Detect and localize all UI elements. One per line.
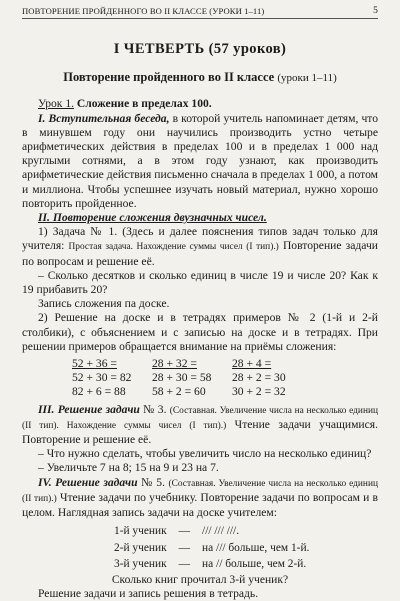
math-cell: 82 + 6 = 88	[72, 385, 126, 399]
math-row	[72, 357, 312, 371]
section-1-head: I. Вступительная беседа,	[38, 111, 170, 125]
quarter-title: I ЧЕТВЕРТЬ (57 уроков)	[113, 41, 287, 57]
section-4-type-note: (Составная. Увеличение числа на несколько единиц (II тип).)	[22, 478, 378, 504]
section-2-para-4: 2) Решение на доске и в тетрадях примеров № 2 (1-й и 2-й столбики), с объяснением и с записью на доске и в тетрадях. При решении примеров обращается внимание на приёмы сложения:	[22, 311, 378, 353]
math-cell: 52 + 30 = 82	[72, 371, 132, 385]
subtitle-range: (уроки 1–11)	[277, 72, 337, 85]
section-3-answer: – Увеличьте 7 на 8; 15 на 9 и 23 на 7.	[38, 461, 219, 475]
section-3-type-note: (Составная. Увеличение числа на несколько единиц (II тип). Нахождение суммы чисел (I тип).)	[22, 405, 378, 431]
page-number: 5	[373, 6, 378, 16]
scheme-student: 1-й ученик	[114, 525, 167, 538]
page-content	[22, 30, 378, 601]
running-header	[22, 6, 378, 19]
section-4	[22, 476, 378, 521]
scheme-row	[114, 541, 319, 555]
math-cell: 28 + 2 = 30	[232, 371, 286, 385]
addition-examples	[72, 357, 378, 400]
section-3-text: Чтение задачи учащимися. Повторение и решение её.	[22, 417, 379, 447]
section-2-para-3: Запись сложения па доске.	[38, 297, 170, 311]
section-1-text: в которой учитель напоминает детям, что в минувшем году они научились производить устно четыре арифметических действия в пределах 100 и в пределах 1 000 над круглыми сотнями, а в этом году узнают, как производить арифметические действия письменно сначала в пределах 1 000, а потом и миллиона. Чтобы успешнее изучать новый материал, нужно хорошо повторить пройденное.	[22, 111, 378, 210]
addition-table	[72, 357, 312, 400]
section-3-question: – Что нужно сделать, чтобы увеличить число на несколько единиц?	[38, 447, 372, 461]
math-cell: 58 + 2 = 60	[152, 385, 206, 399]
math-cell: 30 + 2 = 32	[232, 385, 286, 399]
scheme-student: 3-й ученик	[114, 557, 167, 570]
subtitle-main: Повторение пройденного во II классе	[63, 70, 275, 85]
section-1	[22, 112, 378, 211]
scheme-dash: —	[178, 557, 191, 570]
math-cell: 28 + 4 =	[232, 357, 272, 371]
section-4-text: Чтение задачи по учебнику. Повторение задачи по вопросам и в целом. Наглядная запись задачи на доске учителем:	[22, 490, 379, 520]
section-subtitle	[22, 70, 378, 85]
lesson-title: Сложение в пределах 100.	[76, 97, 212, 111]
task-1-intro: 1) Задача № 1. (Здесь и далее пояснения типов задач только для учителя:	[22, 225, 378, 253]
scheme-value: на /// больше, чем 1-й.	[202, 541, 310, 554]
math-row	[72, 385, 312, 399]
scheme-value: на // больше, чем 2-й.	[202, 557, 307, 570]
section-3	[22, 403, 378, 448]
section-3-head: III. Решение задачи	[38, 402, 140, 416]
math-row	[72, 371, 312, 385]
scheme-question: Сколько книг прочитал 3-й ученик?	[111, 572, 289, 586]
scheme-value: /// /// ///.	[202, 525, 240, 538]
math-cell: 52 + 36 =	[72, 357, 117, 371]
section-2-para-1	[22, 225, 378, 269]
students-scheme	[112, 522, 321, 573]
scheme-student: 2-й ученик	[114, 541, 167, 554]
section-4-head: IV. Решение задачи	[38, 475, 138, 489]
running-header-title: ПОВТОРЕНИЕ ПРОЙДЕННОГО ВО II КЛАССЕ (УРОКИ 1–11)	[22, 6, 265, 16]
math-cell: 28 + 32 =	[152, 357, 197, 371]
lesson-label: Урок 1.	[38, 97, 75, 111]
task-1-type-note: Простая задача. Нахождение суммы чисел (I тип).)	[68, 242, 279, 253]
final-instruction: Решение задачи и запись решения в тетрадь.	[38, 587, 259, 601]
section-2-head: II. Повторение сложения двузначных чисел.	[38, 211, 267, 225]
scheme-row	[114, 524, 319, 538]
math-cell: 28 + 30 = 58	[152, 371, 212, 385]
task-1-instruction: Повторение задачи по вопросам и решение её.	[22, 239, 378, 268]
scheme-row	[114, 557, 319, 571]
scheme-dash: —	[178, 541, 191, 554]
scheme-dash: —	[178, 525, 191, 538]
section-2-heading	[22, 211, 378, 225]
section-2-para-2: – Сколько десятков и сколько единиц в числе 19 и числе 20? Как к 19 прибавить 20?	[22, 268, 378, 297]
section-3-number: № 3.	[143, 402, 167, 416]
lesson-heading	[22, 97, 378, 111]
section-4-number: № 5.	[141, 475, 165, 489]
